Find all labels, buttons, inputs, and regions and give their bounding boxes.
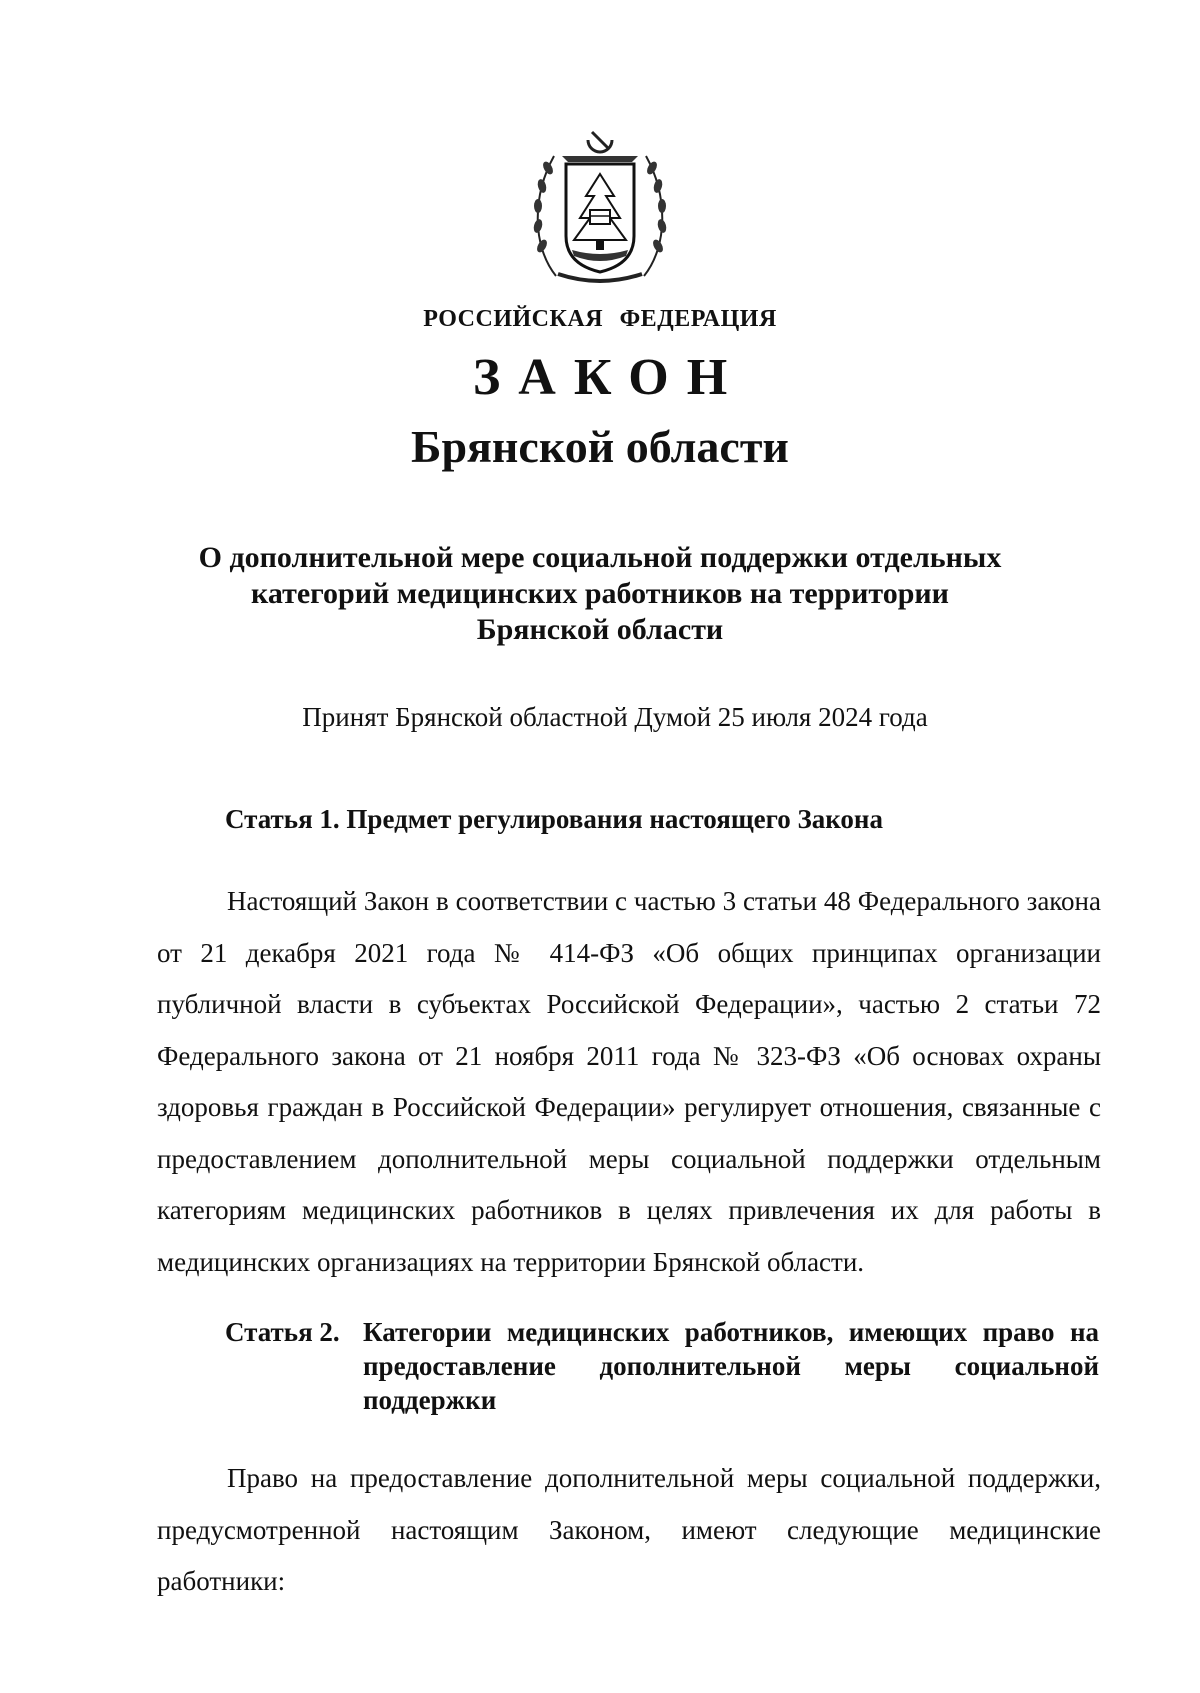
law-title (0, 540, 1200, 648)
law-title-line: О дополнительной мере социальной поддержки отдельных (198, 541, 1002, 574)
law-heading: ЗАКОН (472, 349, 746, 406)
adoption-note: Принят Брянской областной Думой 25 июля 2024 года (302, 702, 928, 732)
coat-of-arms-emblem (528, 126, 672, 286)
region-heading: Брянской области (411, 421, 789, 472)
law-title-line: Брянской области (476, 613, 724, 646)
article-1-heading: Статья 1. Предмет регулирования настоящего Закона (225, 804, 883, 834)
article-2-title: Категории медицинских работников, имеющих право на предоставление дополнительной меры социальной поддержки (363, 1317, 1099, 1415)
country-name: РОССИЙСКАЯ ФЕДЕРАЦИЯ (423, 306, 777, 332)
law-title-line: категорий медицинских работников на территории (251, 577, 949, 610)
article-2-text: Право на предоставление дополнительной меры социальной поддержки, предусмотренной настоящим Законом, имеют следующие медицинские работники: (157, 1463, 1101, 1596)
article-2-heading (225, 1315, 1099, 1417)
article-1-text: Настоящий Закон в соответствии с частью 3 статьи 48 Федерального закона от 21 декабря 2021 года № 414-ФЗ «Об общих принципах организации публичной власти в субъектах Российской Федерации», частью 2 статьи 72 Федерального закона от 21 ноября 2011 года № 323-ФЗ «Об основах охраны здоровья граждан в Российской Федерации» регулирует отношения, связанные с предоставлением дополнительной меры социальной поддержки отдельным категориям медицинских работников в целях привлечения их для работы в медицинских организациях на территории Брянской области. (157, 886, 1101, 1277)
article-2-number: Статья 2. (225, 1317, 340, 1347)
